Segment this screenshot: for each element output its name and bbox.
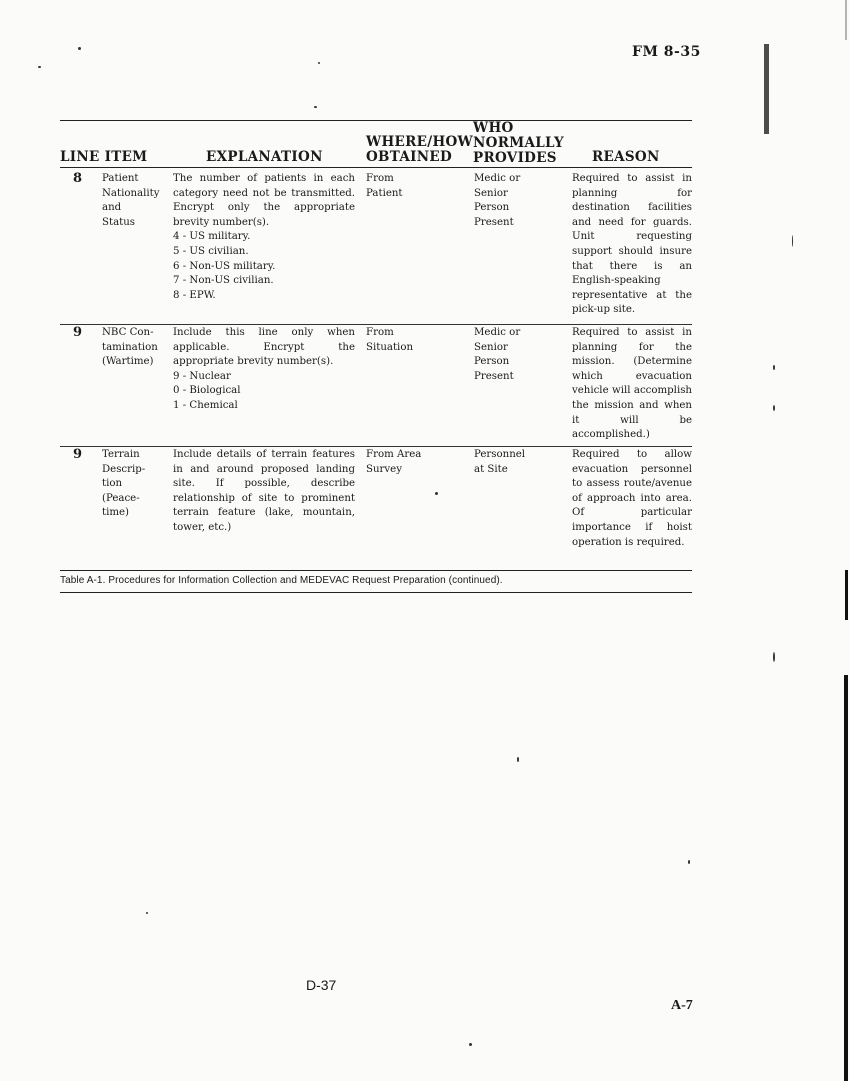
col-header-who: WHO NORMALLY PROVIDES [473, 120, 564, 166]
who-provides: Medic or Senior Person Present [474, 173, 521, 228]
scan-speck [773, 365, 775, 370]
explanation [173, 172, 355, 303]
who-provides: Medic or Senior Person Present [474, 327, 521, 382]
brevity-code: 9 - Nuclear [173, 370, 231, 382]
line-item: Patient Nationality and Status [102, 173, 160, 228]
scan-speck [318, 62, 320, 64]
brevity-code: 8 - EPW. [173, 289, 216, 301]
line-number: 9 [73, 325, 83, 340]
brevity-code: 6 - Non-US military. [173, 260, 276, 272]
where-how-obtained: From Area Survey [366, 449, 422, 475]
brevity-code: 1 - Chemical [173, 399, 238, 411]
explanation-text: Include this line only when applicable. Encrypt the appropriate brevity number(s). [173, 327, 355, 368]
reason: Required to allow evacuation personnel to assess route/avenue of approach into area. Of particular importance if hoist operation is required. [572, 449, 692, 548]
scan-speck [773, 652, 775, 662]
scan-speck [435, 492, 438, 495]
line-item: Terrain Descrip- tion (Peace- time) [102, 449, 146, 519]
explanation [173, 448, 355, 536]
col-header-explanation: EXPLANATION [206, 149, 323, 165]
binding-mark [845, 570, 848, 620]
brevity-code: 4 - US military. [173, 231, 251, 243]
binding-edge [844, 675, 848, 1081]
brevity-code: 5 - US civilian. [173, 245, 249, 257]
explanation-text: Include details of terrain features in and around proposed landing site. If possible, describe relationship of site to prominent terrain feature (lake, mountain, tower, etc.) [173, 449, 355, 533]
table-bottom-rule [60, 570, 692, 571]
row-separator [60, 446, 692, 447]
brevity-code: 0 - Biological [173, 385, 241, 397]
explanation-text: The number of patients in each category need not be transmitted. Encrypt only the appropriate brevity number(s). [173, 173, 355, 228]
scan-speck [792, 235, 793, 247]
col-header-line-item: LINE ITEM [60, 149, 148, 165]
scan-speck [38, 66, 41, 68]
table-top-rule [60, 120, 692, 121]
line-number: 8 [73, 171, 83, 186]
row-separator [60, 324, 692, 325]
col-header-where-how: WHERE/HOW OBTAINED [366, 134, 474, 165]
binding-mark [764, 44, 769, 134]
scan-speck [773, 405, 775, 411]
where-how-obtained: From Patient [366, 173, 403, 199]
line-item: NBC Con- tamination (Wartime) [102, 327, 158, 368]
scan-speck [517, 757, 519, 762]
reason: Required to assist in planning for the mission. (Determine which evacuation vehicle will accomplish the mission and when it will be accomplished.) [572, 327, 692, 441]
document-id: FM 8-35 [632, 44, 701, 60]
page-number: D-37 [306, 977, 337, 993]
brevity-code: 7 - Non-US civilian. [173, 275, 274, 287]
line-number: 9 [73, 447, 83, 462]
reason: Required to assist in planning for destination facilities and need for guards. Unit requesting support should insure that there is an English-speaking representative at the pick-up site. [572, 173, 692, 316]
explanation [173, 326, 355, 414]
who-provides: Personnel at Site [474, 449, 526, 475]
page-id: A-7 [671, 998, 693, 1013]
header-rule [60, 167, 692, 168]
where-how-obtained: From Situation [366, 327, 414, 353]
col-header-reason: REASON [592, 149, 660, 165]
scan-speck [688, 860, 690, 864]
scan-speck [78, 47, 81, 50]
caption-rule [60, 592, 692, 593]
scan-speck [314, 106, 317, 108]
scan-speck [469, 1043, 472, 1046]
binding-mark [845, 0, 847, 40]
table-caption: Table A-1. Procedures for Information Collection and MEDEVAC Request Preparation (continued). [60, 575, 503, 586]
scan-speck [146, 912, 148, 914]
